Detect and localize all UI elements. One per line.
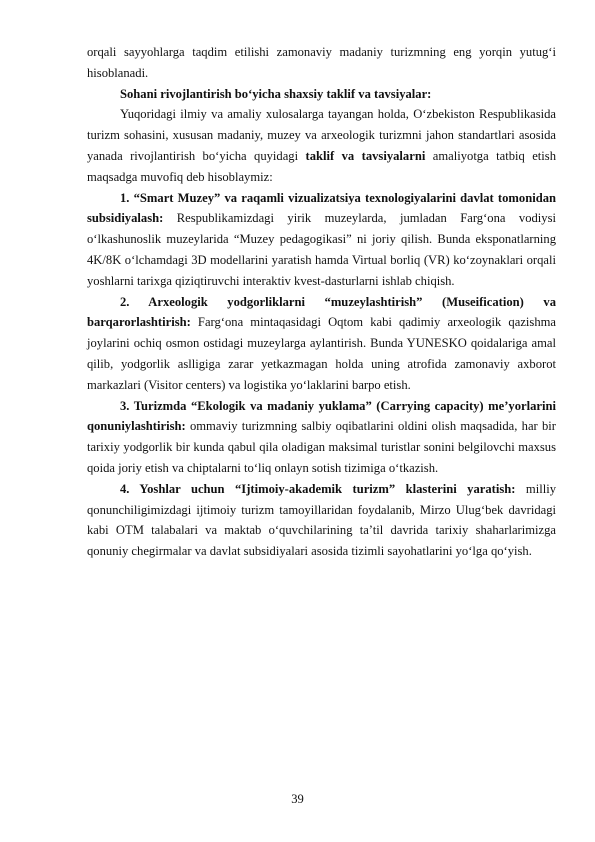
- proposal-4: [87, 479, 556, 562]
- proposal-title: 2. Arxeologik yodgorliklarni “muzeylashtirish” (Museification) va barqarorlashtirish:: [87, 294, 556, 330]
- proposal-title: 4. Yoshlar uchun “Ijtimoiy-akademik turizm” klasterini yaratish:: [120, 481, 516, 496]
- proposal-title: 1. “Smart Muzey” va raqamli vizualizatsiya texnologiyalarini davlat tomonidan subsidiyalash:: [87, 190, 556, 226]
- proposal-3: [87, 396, 556, 479]
- proposal-title: 3. Turizmda “Ekologik va madaniy yuklama” (Carrying capacity) me’yorlarini qonuniylashtirish:: [87, 398, 556, 434]
- proposal-body: Respublikamizdagi yirik muzeylarda, jumladan Farg‘ona vodiysi o‘lkashunoslik muzeylarida “Muzey pedagogikasi” ni joriy qilish. Bunda eksponatlarning 4K/8K o‘lchamdagi 3D modellarini yaratish hamda Virtual borliq (VR) ko‘zoynaklari orqali yoshlarni tarixga qiziqtiruvchi interaktiv kvest-dasturlarni ishlab chiqish.: [87, 211, 556, 288]
- paragraph-text: amaliyotga tatbiq etish maqsadga muvofiq deb hisoblaymiz:: [87, 148, 556, 184]
- proposal-2: [87, 292, 556, 396]
- bold-phrase: taklif va tavsiyalarni: [305, 148, 426, 163]
- proposal-body: ommaviy turizmning salbiy oqibatlarini oldini olish maqsadida, har bir tarixiy yodgorlik bir kunda qabul qila oladigan maksimal turistlar sonini belgilovchi maxsus qoida joriy etish va chiptalarni to‘liq onlayn sotish tizimiga o‘tkazish.: [87, 419, 556, 475]
- section-heading: [87, 84, 556, 105]
- section-heading-text: Sohani rivojlantirish bo‘yicha shaxsiy taklif va tavsiyalar:: [120, 86, 432, 101]
- proposal-body: milliy qonunchiligimizdagi ijtimoiy turizm tamoyillaridan foydalanib, Mirzo Ulug‘bek davridagi kabi OTM talabalari va maktab o‘quvchilarining ta’til davrida tarixiy shaharlarimizga qonuniy chegirmalar va davlat subsidiyalari asosida tizimli sayohatlarini yo‘lga qo‘yish.: [87, 481, 556, 559]
- paragraph-text: orqali sayyohlarga taqdim etilishi zamonaviy madaniy turizmning eng yorqin yutug‘i hisoblanadi.: [87, 45, 556, 80]
- intro-paragraph: [87, 104, 556, 187]
- page-number: 39: [291, 792, 304, 806]
- proposal-1: [87, 188, 556, 292]
- paragraph-text: Yuqoridagi ilmiy va amaliy xulosalarga tayangan holda, O‘zbekiston Respublikasida turizm sohasini, xususan madaniy, muzey va arxeologik turizmni jahon standartlari asosida yanada rivojlantirish bo‘yicha quyidagi: [87, 107, 556, 163]
- proposal-body: Farg‘ona mintaqasidagi Oqtom kabi qadimiy arxeologik qazishma joylarini ochiq osmon ostidagi muzeylarga aylantirish. Bunda YUNESKO qoidalariga amal qilib, yodgorlik aslligiga zarar yetkazmagan holda uning atrofida zamonaviy axborot markazlari (Visitor centers) va logistika yo‘laklarini barpo etish.: [87, 315, 556, 392]
- paragraph-continuation: [87, 42, 556, 84]
